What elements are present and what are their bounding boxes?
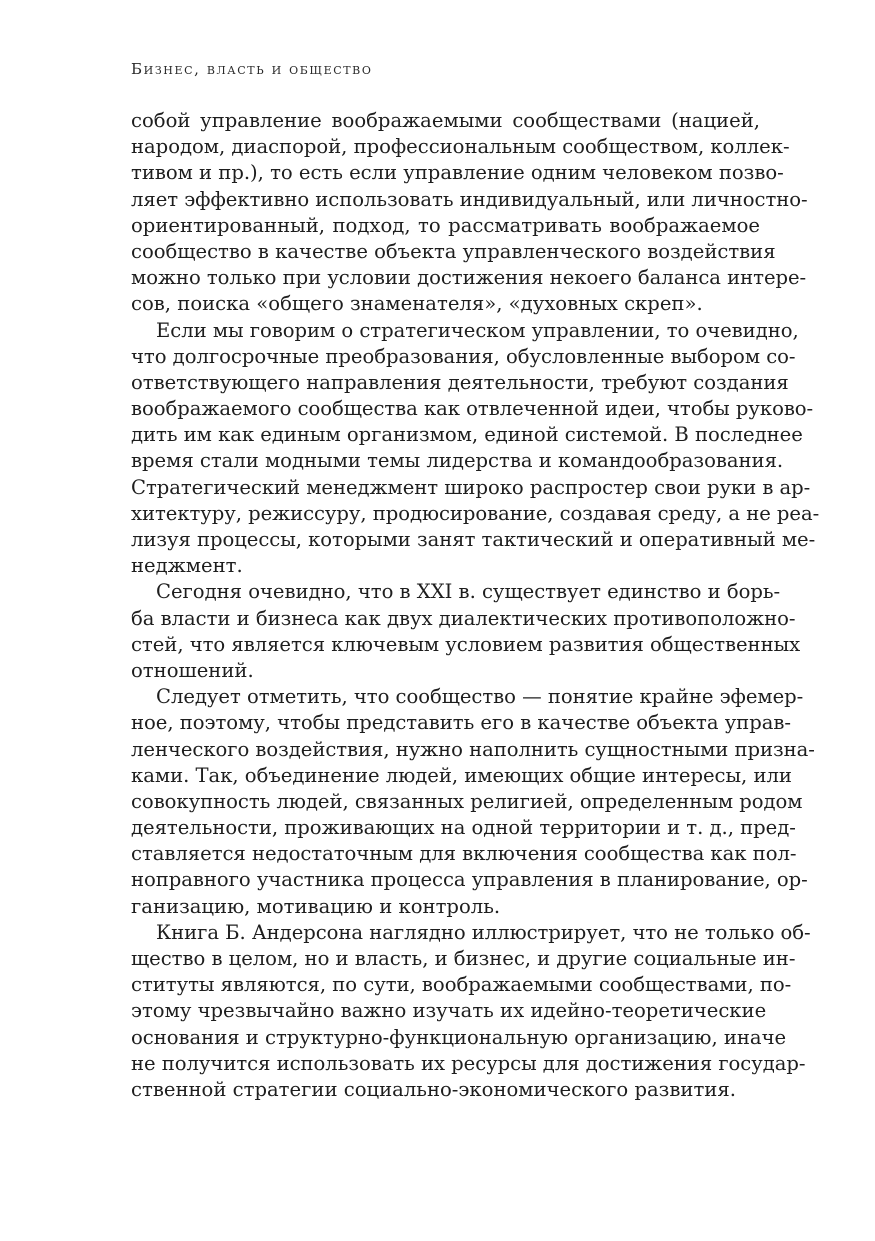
text-line: основания и структурно-функциональную организацию, иначе bbox=[131, 1025, 787, 1049]
text-line: дить им как единым организмом, единой системой. В последнее bbox=[131, 423, 803, 447]
text-line: не получится использовать их ресурсы для достижения государ- bbox=[131, 1051, 806, 1075]
text-line: ноправного участника процесса управления в планирование, ор- bbox=[131, 868, 808, 892]
text-line: Книга Б. Андерсона наглядно иллюстрирует, что не только об- bbox=[156, 920, 811, 944]
text-line: что долгосрочные преобразования, обусловленные выбором со- bbox=[131, 344, 796, 368]
text-line: можно только при условии достижения некоего баланса интере- bbox=[131, 266, 807, 290]
text-line: ленческого воздействия, нужно наполнить сущностными призна- bbox=[131, 737, 815, 761]
text-line: хитектуру, режиссуру, продюсирование, создавая среду, а не реа- bbox=[131, 501, 820, 525]
text-line: лизуя процессы, которыми занят тактический и оперативный ме- bbox=[131, 528, 816, 551]
text-line: ляет эффективно использовать индивидуальный, или личностно- bbox=[131, 187, 808, 211]
paragraph bbox=[131, 108, 808, 318]
text-line: деятельности, проживающих на одной территории и т. д., пред- bbox=[131, 816, 796, 840]
text-line: Сегодня очевидно, что в XXI в. существует единство и борь- bbox=[156, 580, 781, 604]
text-line: ственной стратегии социально-экономического развития. bbox=[131, 1077, 736, 1101]
paragraph bbox=[131, 684, 815, 920]
text-line: отношений. bbox=[131, 658, 254, 682]
paragraph bbox=[131, 920, 811, 1103]
text-line: Если мы говорим о стратегическом управлении, то очевидно, bbox=[156, 318, 799, 342]
text-line: собой управление воображаемыми сообществами (нацией, bbox=[131, 109, 760, 132]
text-line: время стали модными темы лидерства и командообразования. bbox=[131, 449, 784, 473]
body-text bbox=[131, 108, 820, 1103]
running-head: Бизнес, власть и общество bbox=[131, 60, 373, 78]
text-line: Стратегический менеджмент широко распростер свои руки в ар- bbox=[131, 475, 811, 499]
text-line: ституты являются, по сути, воображаемыми сообществами, по- bbox=[131, 973, 792, 997]
text-line: Следует отметить, что сообщество — понятие крайне эфемер- bbox=[156, 685, 804, 709]
paragraph bbox=[131, 579, 801, 684]
text-line: ставляется недостаточным для включения сообщества как пол- bbox=[131, 842, 797, 866]
text-line: совокупность людей, связанных религией, определенным родом bbox=[131, 789, 803, 813]
text-line: этому чрезвычайно важно изучать их идейно-теоретические bbox=[131, 999, 767, 1023]
text-line: ответствующего направления деятельности, требуют создания bbox=[131, 370, 789, 394]
text-line: неджмент. bbox=[131, 554, 243, 578]
text-line: сообщество в качестве объекта управленческого воздействия bbox=[131, 239, 776, 263]
text-line: ориентированный, подход, то рассматривать воображаемое bbox=[131, 213, 760, 237]
text-line: ба власти и бизнеса как двух диалектических противоположно- bbox=[131, 606, 796, 630]
text-line: стей, что является ключевым условием развития общественных bbox=[131, 632, 801, 656]
text-line: тивом и пр.), то есть если управление одним человеком позво- bbox=[131, 161, 784, 185]
text-line: ками. Так, объединение людей, имеющих общие интересы, или bbox=[131, 763, 792, 787]
text-line: воображаемого сообщества как отвлеченной идеи, чтобы руково- bbox=[131, 397, 814, 421]
text-line: сов, поиска «общего знаменателя», «духовных скреп». bbox=[131, 292, 703, 316]
paragraph bbox=[131, 318, 820, 580]
text-line: ное, поэтому, чтобы представить его в качестве объекта управ- bbox=[131, 711, 791, 735]
text-line: народом, диаспорой, профессиональным сообществом, коллек- bbox=[131, 135, 790, 159]
text-line: ганизацию, мотивацию и контроль. bbox=[131, 894, 501, 918]
text-line: щество в целом, но и власть, и бизнес, и другие социальные ин- bbox=[131, 947, 796, 970]
